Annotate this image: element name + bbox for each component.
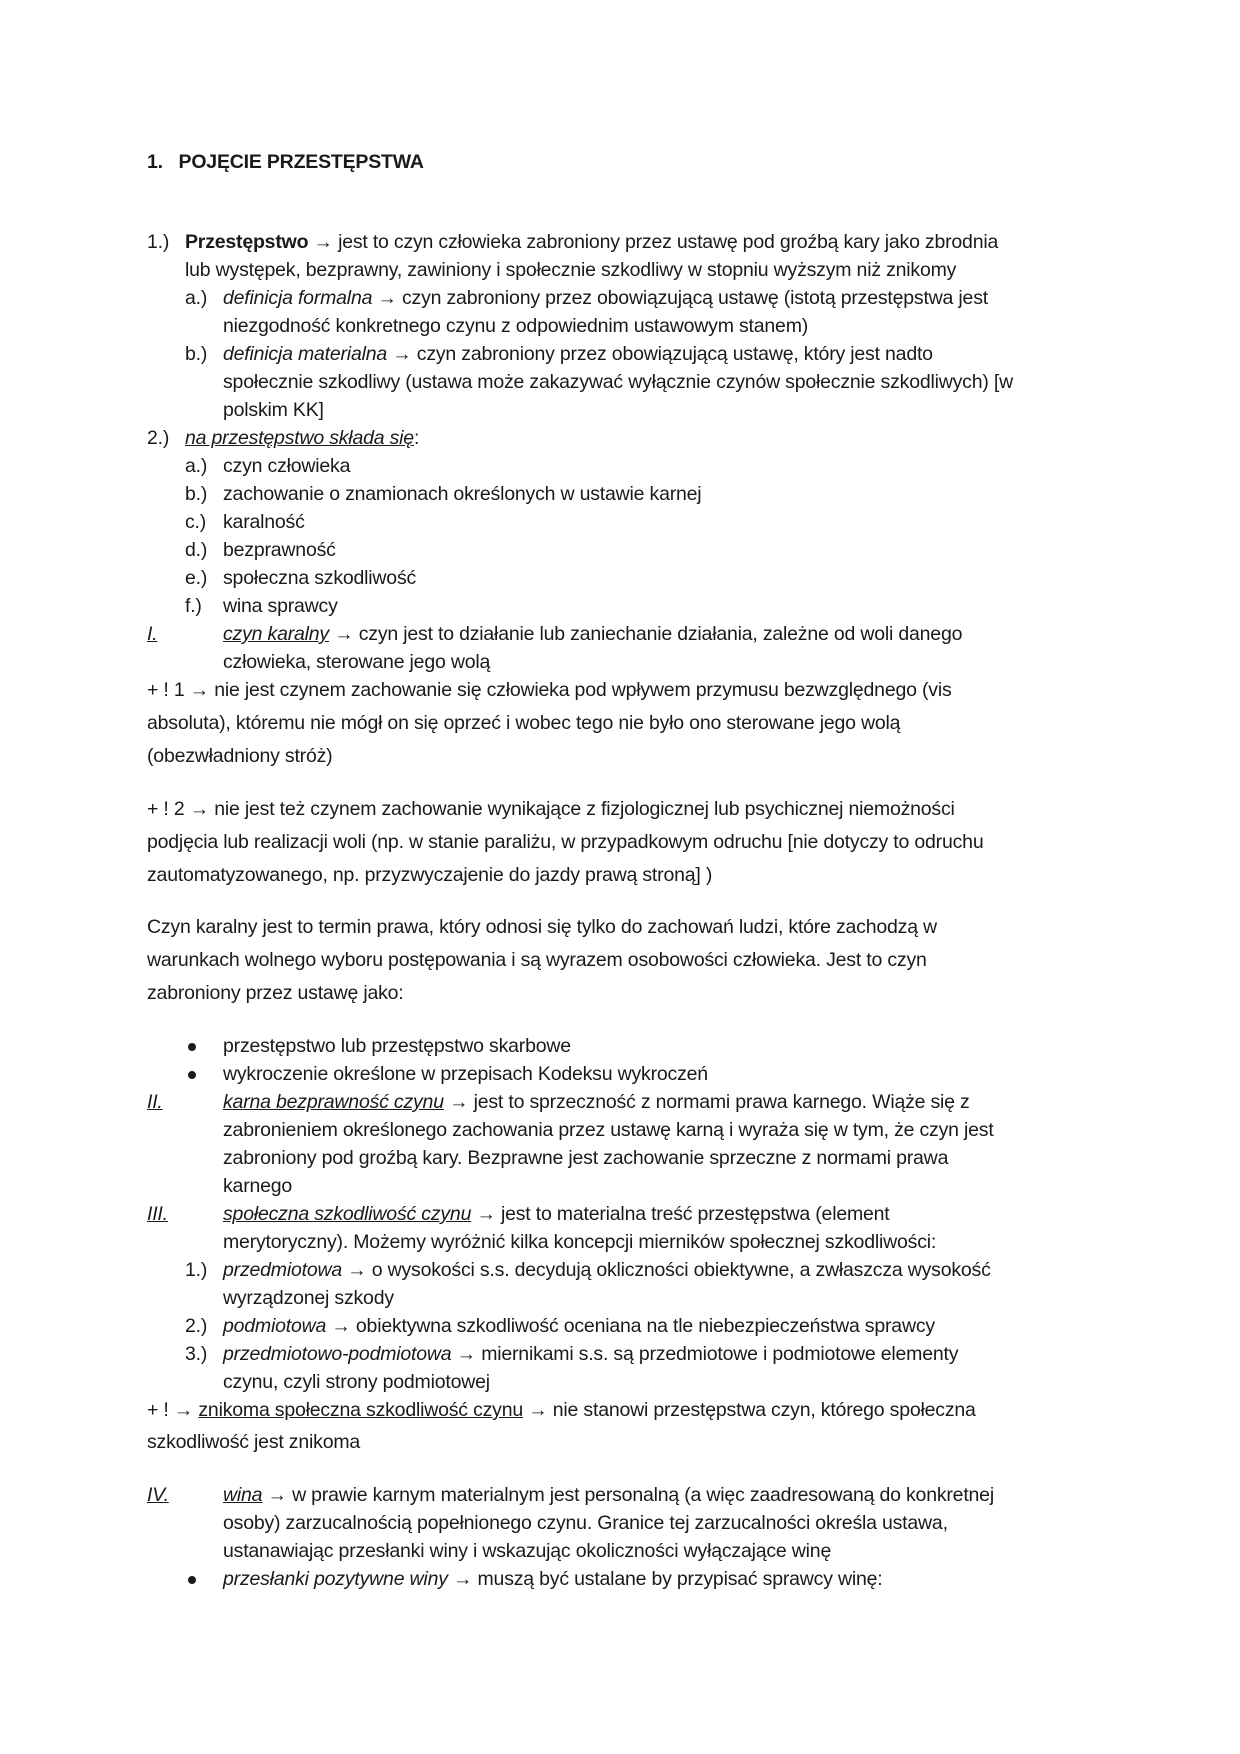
p2-item-e-text: społeczna szkodliwość [223, 567, 417, 589]
arrow-icon: → [334, 623, 354, 645]
p2-title-line [185, 424, 419, 452]
sIV-line3: ustanawiając przesłanki winy i wskazując okoliczności wyłączające winę [223, 1540, 832, 1562]
sIII-c1-text: o wysokości s.s. decydują okliczności obiektywne, a zwłaszcza wysokość [371, 1259, 991, 1281]
sIII-c2-line1 [223, 1312, 935, 1340]
sII-term: karna bezprawność czynu [223, 1091, 444, 1113]
p2-item-f-text: wina sprawcy [223, 595, 338, 617]
sIV-term: wina [223, 1484, 263, 1506]
bullet-icon [188, 1576, 196, 1584]
sIII-c3-term: przedmiotowo-podmiotowa [223, 1343, 452, 1365]
sIII-c1-term: przedmiotowa [223, 1259, 342, 1281]
sIII-note-line2: szkodliwość jest znikoma [147, 1431, 361, 1453]
arrow-icon: → [331, 1315, 351, 1337]
sI-note1-text: nie jest czynem zachowanie się człowieka pod wpływem przymusu bezwzględnego (vis [214, 679, 952, 701]
sI-line2: człowieka, sterowane jego wolą [223, 651, 491, 673]
sI-number: I. [147, 623, 158, 645]
sI-term: czyn karalny [223, 623, 329, 645]
p2-item-b-text: zachowanie o znamionach określonych w ustawie karnej [223, 483, 702, 505]
section-number: 1. [147, 151, 163, 173]
sIII-c3-number: 3.) [185, 1343, 208, 1365]
p1b-line3: polskim KK] [223, 399, 324, 421]
p2-colon: : [413, 427, 420, 449]
sIII-c1-line2: wyrządzonej szkody [223, 1287, 394, 1309]
arrow-icon: → [449, 1091, 469, 1113]
sIV-line1 [223, 1481, 994, 1509]
p1-text: jest to czyn człowieka zabroniony przez ustawę pod groźbą kary jako zbrodnia [338, 231, 999, 253]
p1a-line2: niezgodność konkretnego czynu z odpowiednim ustawowym stanem) [223, 315, 809, 337]
sIV-bullet-term: przesłanki pozytywne winy [223, 1568, 448, 1590]
p1a-term: definicja formalna [223, 287, 373, 309]
sII-line1 [223, 1088, 970, 1116]
sIII-note-prefix: + ! [147, 1399, 169, 1421]
sII-line3: zabroniony pod groźbą kary. Bezprawne jest zachowanie sprzeczne z normami prawa [223, 1147, 949, 1169]
sI-bullet-2: wykroczenie określone w przepisach Kodeksu wykroczeń [223, 1063, 708, 1085]
sIII-text: jest to materialna treść przestępstwa (element [500, 1203, 890, 1225]
p1-line1-text [185, 228, 998, 256]
arrow-icon: → [267, 1484, 287, 1506]
arrow-icon: → [476, 1203, 496, 1225]
sIV-number: IV. [147, 1484, 169, 1506]
sI-note1-prefix: + ! 1 [147, 679, 185, 701]
sIV-bullet-text: muszą być ustalane by przypisać sprawcy winę: [477, 1568, 883, 1590]
p1b-line2: społecznie szkodliwy (ustawa może zakazywać wyłącznie czynów społecznie szkodliwych) [w [223, 371, 1013, 393]
sIII-note-line1 [147, 1396, 976, 1424]
sI-note2-line2: podjęcia lub realizacji woli (np. w stanie paraliżu, w przypadkowym odruchu [nie dotyczy to odruchu [147, 831, 984, 853]
p1b-number: b.) [185, 343, 208, 365]
sIII-c1-number: 1.) [185, 1259, 208, 1281]
p2-item-f-num: f.) [185, 595, 202, 617]
arrow-icon: → [189, 679, 210, 701]
arrow-icon: → [313, 231, 333, 253]
section-heading [147, 148, 424, 176]
sIII-term: społeczna szkodliwość czynu [223, 1203, 472, 1225]
sI-note2-text: nie jest też czynem zachowanie wynikające z fizjologicznej lub psychicznej niemożności [214, 798, 955, 820]
arrow-icon: → [456, 1343, 476, 1365]
p2-item-d-num: d.) [185, 539, 208, 561]
sII-text: jest to sprzeczność z normami prawa karnego. Wiąże się z [473, 1091, 970, 1113]
sIII-c2-term: podmiotowa [223, 1315, 327, 1337]
sI-para-line3: zabroniony przez ustawę jako: [147, 982, 404, 1004]
p1a-number: a.) [185, 287, 208, 309]
p1b-line1 [223, 340, 933, 368]
bullet-icon [188, 1043, 196, 1051]
sII-line4: karnego [223, 1175, 293, 1197]
p1b-term: definicja materialna [223, 343, 388, 365]
arrow-icon: → [452, 1568, 473, 1590]
p2-title: na przestępstwo składa się [185, 427, 414, 449]
sIII-line1 [223, 1200, 890, 1228]
sIII-c2-text: obiektywna szkodliwość oceniana na tle niebezpieczeństwa sprawcy [355, 1315, 935, 1337]
p2-item-d-text: bezprawność [223, 539, 336, 561]
arrow-icon: → [392, 343, 412, 365]
p2-number: 2.) [147, 427, 170, 449]
p1-line1 [147, 228, 169, 256]
bullet-icon [188, 1071, 196, 1079]
sIII-c3-line2: czynu, czyli strony podmiotowej [223, 1371, 490, 1393]
sI-bullet-1: przestępstwo lub przestępstwo skarbowe [223, 1035, 571, 1057]
p2-item-c-text: karalność [223, 511, 305, 533]
arrow-icon: → [347, 1259, 367, 1281]
p1a-line1 [223, 284, 988, 312]
sI-para-line1: Czyn karalny jest to termin prawa, który odnosi się tylko do zachowań ludzi, które zachodzą w [147, 916, 937, 938]
sI-note1-line3: (obezwładniony stróż) [147, 745, 333, 767]
sIII-c1-line1 [223, 1256, 991, 1284]
p2-item-e-num: e.) [185, 567, 208, 589]
sIII-line2: merytoryczny). Możemy wyróżnić kilka koncepcji mierników społecznej szkodliwości: [223, 1231, 937, 1253]
sIII-c3-line1 [223, 1340, 958, 1368]
sIV-bullet [223, 1565, 883, 1593]
sI-note1-line1 [147, 676, 952, 704]
arrow-icon: → [377, 287, 397, 309]
p1b-text: czyn zabroniony przez obowiązującą ustawę, który jest nadto [416, 343, 933, 365]
sI-note2-line1 [147, 795, 955, 823]
sI-line1 [223, 620, 962, 648]
arrow-icon: → [528, 1399, 548, 1421]
sIII-c3-text: miernikami s.s. są przedmiotowe i podmiotowe elementy [481, 1343, 959, 1365]
arrow-icon: → [173, 1399, 194, 1421]
sII-number: II. [147, 1091, 163, 1113]
arrow-icon: → [189, 798, 210, 820]
sII-line2: zabronieniem określonego zachowania przez ustawę karną i wyraża się w tym, że czyn jest [223, 1119, 994, 1141]
section-title: POJĘCIE PRZESTĘPSTWA [178, 151, 424, 173]
sI-note1-line2: absoluta), któremu nie mógł on się oprzeć i wobec tego nie było ono sterowane jego wolą [147, 712, 901, 734]
sI-note2-prefix: + ! 2 [147, 798, 185, 820]
sIV-text: w prawie karnym materialnym jest personalną (a więc zaadresowaną do konkretnej [292, 1484, 994, 1506]
p1-term: Przestępstwo [185, 231, 309, 253]
sI-note2-line3: zautomatyzowanego, np. przyzwyczajenie do jazdy prawą stroną] ) [147, 864, 713, 886]
sI-text: czyn jest to działanie lub zaniechanie działania, zależne od woli danego [358, 623, 963, 645]
p1a-text: czyn zabroniony przez obowiązującą ustawę (istotą przestępstwa jest [401, 287, 988, 309]
p2-item-b-num: b.) [185, 483, 208, 505]
sIII-number: III. [147, 1203, 168, 1225]
sIII-note-term: znikoma społeczna szkodliwość czynu [198, 1399, 524, 1421]
p1-line2: lub występek, bezprawny, zawiniony i społecznie szkodliwy w stopniu wyższym niż znikomy [185, 259, 957, 281]
p2-item-c-num: c.) [185, 511, 207, 533]
p2-item-a-num: a.) [185, 455, 208, 477]
sIII-note-text: nie stanowi przestępstwa czyn, którego społeczna [552, 1399, 976, 1421]
sIII-c2-number: 2.) [185, 1315, 208, 1337]
sI-para-line2: warunkach wolnego wyboru postępowania i są wyrazem osobowości człowieka. Jest to czyn [147, 949, 927, 971]
sIV-line2: osoby) zarzucalnością popełnionego czynu. Granice tej zarzucalności określa ustawa, [223, 1512, 948, 1534]
p2-item-a-text: czyn człowieka [223, 455, 351, 477]
p1-number: 1.) [147, 231, 170, 253]
